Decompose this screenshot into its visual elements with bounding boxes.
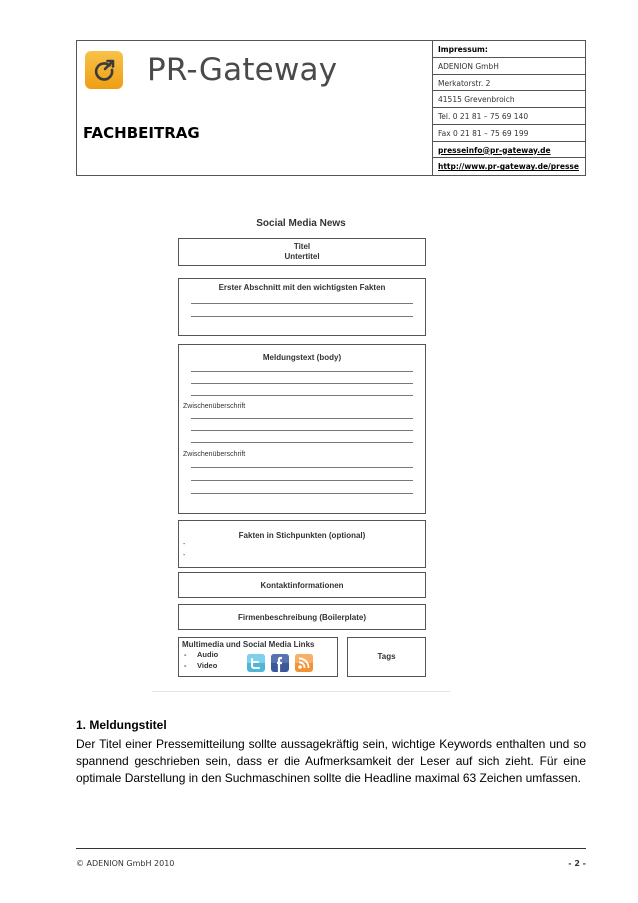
- text-line: [191, 383, 413, 384]
- rss-icon: [295, 654, 313, 672]
- boilerplate-heading: Firmenbeschreibung (Boilerplate): [237, 613, 367, 622]
- multimedia-item-2-dash: -: [184, 661, 187, 670]
- contact-box: [178, 572, 426, 598]
- first-section-heading: Erster Abschnitt mit den wichtigsten Fakten: [218, 283, 386, 292]
- facts-box: [178, 520, 426, 568]
- section-title: 1. Meldungstitel: [76, 718, 167, 732]
- text-line: [191, 316, 413, 317]
- facts-bullet-1: -: [183, 541, 186, 548]
- impressum-fax: Fax 0 21 81 – 75 69 199: [433, 125, 585, 142]
- text-line: [191, 371, 413, 372]
- impressum-url-link[interactable]: http://www.pr-gateway.de/presse: [438, 162, 579, 172]
- logo-arrow-icon: [85, 51, 123, 89]
- tags-box: [347, 637, 426, 677]
- text-line: [191, 303, 413, 304]
- facts-heading: Fakten in Stichpunkten (optional): [238, 531, 366, 540]
- press-release-structure-diagram: [152, 210, 450, 692]
- title-box-line1: Titel: [293, 242, 311, 251]
- multimedia-box: [178, 637, 338, 677]
- body-box: [178, 344, 426, 514]
- text-line: [191, 430, 413, 431]
- contact-heading: Kontaktinformationen: [260, 581, 344, 590]
- facebook-icon: [271, 654, 289, 672]
- page-footer: [76, 848, 586, 868]
- body-subheading-2: Zwischenüberschrift: [183, 451, 246, 458]
- impressum-phone: Tel. 0 21 81 – 75 69 140: [433, 108, 585, 125]
- impressum-title: Impressum:: [433, 41, 585, 58]
- first-section-box: [178, 278, 426, 336]
- multimedia-item-1: Audio: [197, 650, 219, 659]
- text-line: [191, 467, 413, 468]
- document-header: [76, 40, 586, 176]
- diagram-title: Social Media News: [256, 218, 346, 229]
- facts-bullet-2: -: [183, 552, 186, 559]
- multimedia-item-1-dash: -: [184, 650, 187, 659]
- title-box: [178, 238, 426, 266]
- text-line: [191, 418, 413, 419]
- impressum-street: Merkatorstr. 2: [433, 75, 585, 92]
- boilerplate-box: [178, 604, 426, 630]
- multimedia-heading: Multimedia und Social Media Links: [182, 640, 315, 649]
- title-box-line2: Untertitel: [284, 252, 320, 261]
- body-subheading-1: Zwischenüberschrift: [183, 403, 246, 410]
- multimedia-item-2: Video: [197, 661, 218, 670]
- tags-heading: Tags: [377, 652, 396, 661]
- body-heading: Meldungstext (body): [262, 353, 342, 362]
- footer-page-number: - 2 -: [568, 859, 586, 868]
- text-line: [191, 442, 413, 443]
- footer-copyright: © ADENION GmbH 2010: [76, 859, 175, 868]
- text-line: [191, 480, 413, 481]
- impressum-email-link[interactable]: presseinfo@pr-gateway.de: [433, 142, 585, 159]
- text-line: [191, 395, 413, 396]
- impressum-cell: [433, 41, 585, 175]
- document-type-label: FACHBEITRAG: [83, 124, 200, 142]
- logo-text: PR-Gateway: [147, 52, 338, 88]
- impressum-city: 41515 Grevenbroich: [433, 91, 585, 108]
- impressum-company: ADENION GmbH: [433, 58, 585, 75]
- pr-gateway-logo: [85, 51, 337, 89]
- header-brand-cell: [77, 41, 433, 175]
- twitter-icon: [247, 654, 265, 672]
- diagram-base-line: [152, 691, 450, 692]
- section-paragraph: Der Titel einer Pressemitteilung sollte aussagekräftig sein, wichtige Keywords enthalten und so spannend geschrieben sein, dass er die Aufmerksamkeit der Leser auf sich zieht. Für eine optimale Darstellung in den Suchmaschinen sollte die Headline maximal 63 Zeichen umfassen.: [76, 737, 586, 785]
- text-line: [191, 493, 413, 494]
